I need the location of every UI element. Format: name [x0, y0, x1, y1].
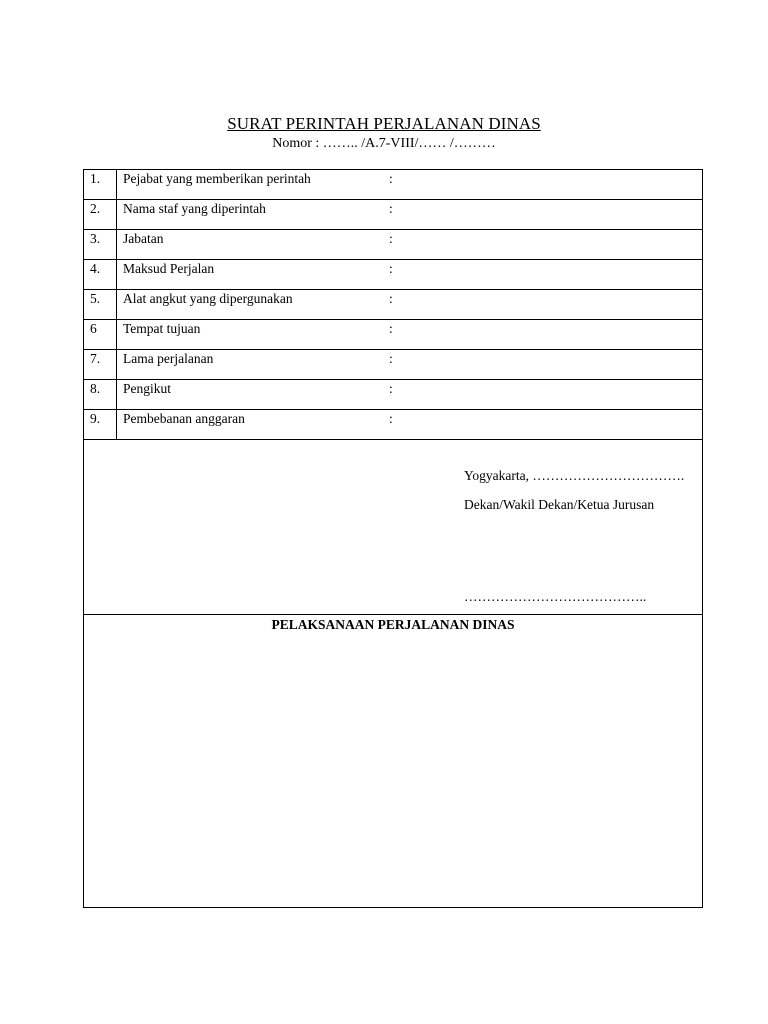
- row-label: Lama perjalanan: [123, 351, 214, 366]
- row-label: Jabatan: [123, 231, 164, 246]
- row-number: 7.: [90, 351, 101, 366]
- row-colon: :: [389, 321, 393, 336]
- form-row: [84, 200, 702, 230]
- signature-line: …………………………………..: [464, 589, 647, 604]
- row-label: Pengikut: [123, 381, 172, 396]
- signature-block: [84, 439, 702, 615]
- row-number: 1.: [90, 171, 101, 186]
- row-label: Pembebanan anggaran: [123, 411, 245, 426]
- form-row: [84, 260, 702, 290]
- form-frame: [83, 169, 703, 908]
- row-colon: :: [389, 201, 393, 216]
- row-number: 2.: [90, 201, 101, 216]
- row-colon: :: [389, 261, 393, 276]
- row-colon: :: [389, 351, 393, 366]
- form-row: [84, 350, 702, 380]
- form-row: [84, 230, 702, 260]
- document-number: Nomor : …….. /A.7-VIII/…… /………: [272, 136, 496, 151]
- document-title: SURAT PERINTAH PERJALANAN DINAS: [227, 114, 541, 133]
- row-colon: :: [389, 171, 393, 186]
- signer-title: Dekan/Wakil Dekan/Ketua Jurusan: [464, 497, 655, 512]
- row-number: 4.: [90, 261, 101, 276]
- row-number: 6: [90, 321, 97, 336]
- row-label: Nama staf yang diperintah: [123, 201, 266, 216]
- row-label: Tempat tujuan: [123, 321, 201, 336]
- form-row: [84, 380, 702, 410]
- row-number: 3.: [90, 231, 101, 246]
- row-colon: :: [389, 381, 393, 396]
- row-label: Maksud Perjalan: [123, 261, 215, 276]
- row-label: Alat angkut yang dipergunakan: [123, 291, 293, 306]
- form-row: [84, 320, 702, 350]
- row-number: 5.: [90, 291, 101, 306]
- execution-section-title: PELAKSANAAN PERJALANAN DINAS: [271, 617, 515, 632]
- row-colon: :: [389, 231, 393, 246]
- place-date: Yogyakarta, …………………………….: [464, 468, 685, 483]
- form-row: [84, 170, 702, 200]
- row-colon: :: [389, 291, 393, 306]
- row-colon: :: [389, 411, 393, 426]
- row-label: Pejabat yang memberikan perintah: [123, 171, 311, 186]
- row-number: 8.: [90, 381, 101, 396]
- form-row: [84, 410, 702, 440]
- form-row: [84, 290, 702, 320]
- row-number: 9.: [90, 411, 101, 426]
